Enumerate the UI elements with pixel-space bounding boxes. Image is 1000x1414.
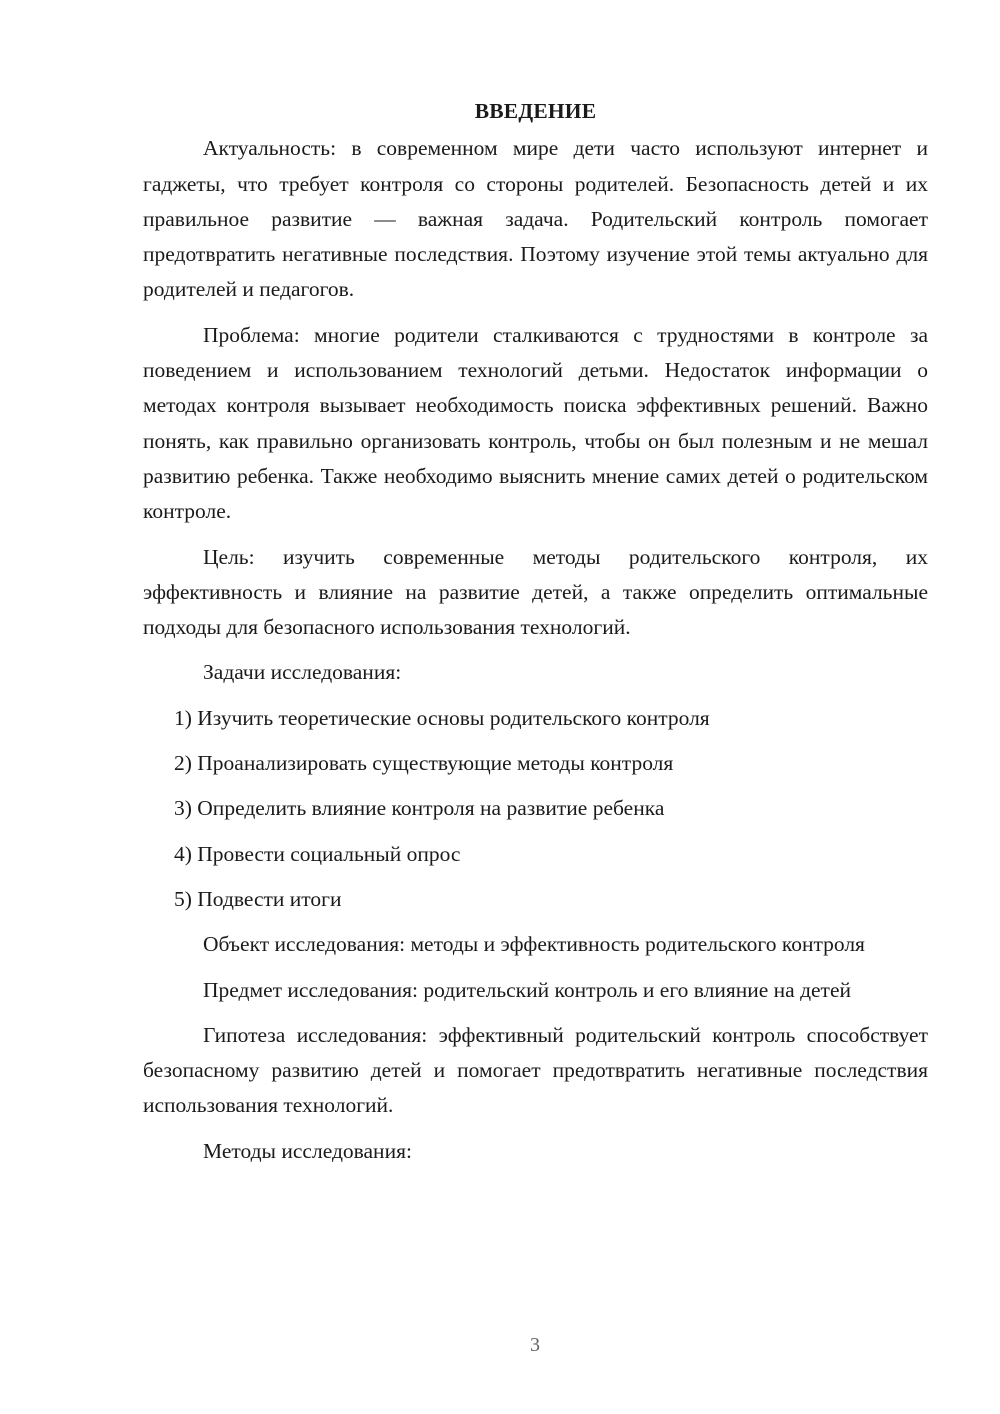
methods-heading: Методы исследования: [203,1138,412,1163]
relevance-paragraph: Актуальность: в современном мире дети часто используют интернет и гаджеты, что требует контроля со стороны родителей. Безопасность детей и их правильное развитие — важная задача. Родительский контроль помогает предотвратить негативные последствия. Поэтому изучение этой темы актуально для родителей и педагогов. [143,136,928,302]
tasks-list [143,701,928,917]
page-title: ВВЕДЕНИЕ [474,99,597,123]
goal-paragraph: Цель: изучить современные методы родительского контроля, их эффективность и влияние на развитие детей, а также определить оптимальные подходы для безопасного использования технологий. [143,544,928,640]
object-paragraph: Объект исследования: методы и эффективность родительского контроля [203,932,865,957]
document-page [143,94,928,1179]
problem-paragraph: Проблема: многие родители сталкиваются с трудностями в контроле за поведением и использованием технологий детьми. Недостаток информации о методах контроля вызывает необходимость поиска эффективных решений. Важно понять, как правильно организовать контроль, чтобы он был полезным и не мешал развитию ребенка. Также необходимо выяснить мнение самих детей о родительском контроле. [143,322,928,524]
subject-paragraph: Предмет исследования: родительский контроль и его влияние на детей [203,977,851,1002]
hypothesis-paragraph: Гипотеза исследования: эффективный родительский контроль способствует безопасному развитию детей и помогает предотвратить негативные последствия использования технологий. [143,1022,928,1118]
task-item: 1) Изучить теоретические основы родительского контроля [174,705,710,730]
task-item: 4) Провести социальный опрос [174,841,461,866]
task-item: 3) Определить влияние контроля на развитие ребенка [174,796,665,821]
task-item: 5) Подвести итоги [174,886,342,911]
task-item: 2) Проанализировать существующие методы контроля [174,751,674,776]
tasks-heading: Задачи исследования: [203,660,402,685]
page-number: 3 [530,1334,540,1356]
